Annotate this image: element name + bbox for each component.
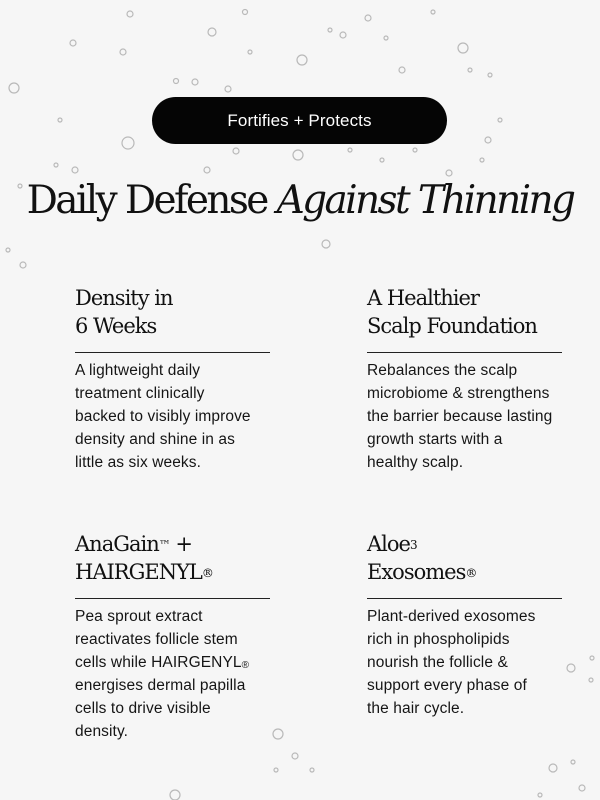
- feature-card-scalp: [367, 284, 572, 474]
- feature-card-density: [75, 284, 280, 474]
- feature-body: Pea sprout extract reactivates follicle stem cells while HAIRGENYL® energises dermal papilla cells to drive visible density.: [75, 608, 250, 740]
- feature-title: AnaGain™ + HAIRGENYL®: [75, 532, 213, 584]
- page-headline: [0, 178, 600, 223]
- feature-title: A Healthier Scalp Foundation: [367, 286, 537, 338]
- feature-title: Aloe$^3$ Exosomes®: [367, 532, 477, 584]
- feature-body: A lightweight daily treatment clinically backed to visibly improve density and shine in as little as six weeks.: [75, 362, 251, 471]
- divider: [75, 598, 270, 599]
- divider: [367, 598, 562, 599]
- divider: [367, 352, 562, 353]
- feature-body: Rebalances the scalp microbiome & strengthens the barrier because lasting growth starts with a healthy scalp.: [367, 362, 553, 471]
- headline-italic: Against Thinning: [276, 178, 574, 223]
- feature-body: Plant-derived exosomes rich in phospholipids nourish the follicle & support every phase of the hair cycle.: [367, 608, 536, 717]
- badge-label: Fortifies + Protects: [227, 110, 372, 130]
- badge-fortifies-protects: [152, 97, 447, 144]
- feature-card-exosomes: [367, 530, 572, 720]
- divider: [75, 352, 270, 353]
- feature-card-anagain: [75, 530, 280, 743]
- feature-title: Density in 6 Weeks: [75, 286, 173, 338]
- headline-regular: Daily Defense: [26, 178, 267, 223]
